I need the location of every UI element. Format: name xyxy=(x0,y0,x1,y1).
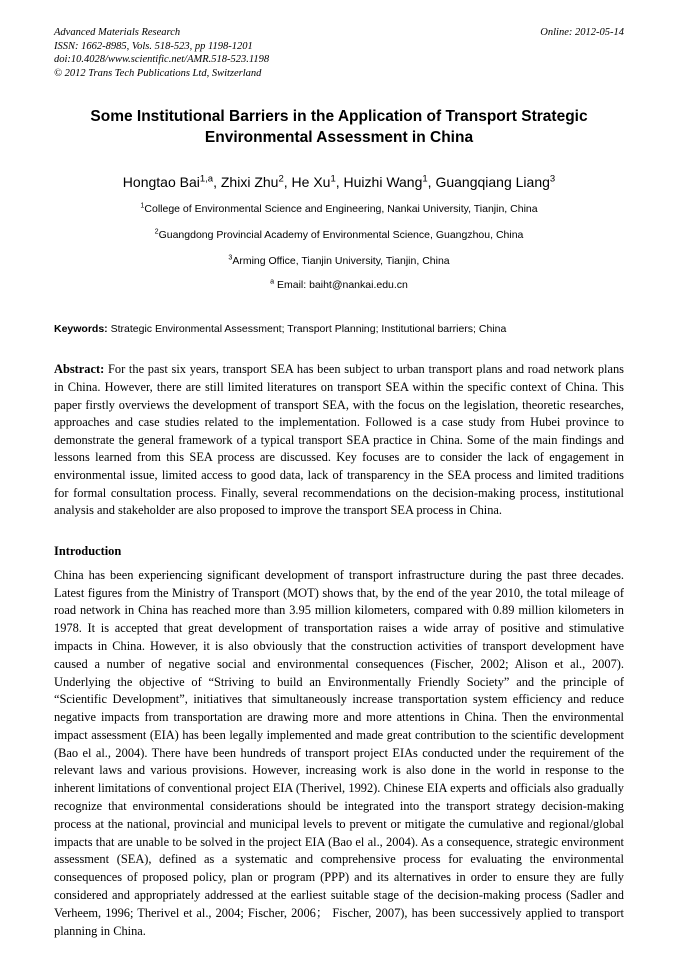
author-2: , Zhixi Zhu xyxy=(213,174,279,191)
affiliation-2 xyxy=(54,227,624,244)
author-list xyxy=(54,172,624,192)
author-2-sup: 2 xyxy=(278,173,284,185)
abstract-block xyxy=(54,361,624,519)
affiliation-1 xyxy=(54,201,624,218)
abstract-text: For the past six years, transport SEA has been subject to urban transport plans and road network plans in China. However, there are still limited literatures on transport SEA within the specific context of China. This paper firstly overviews the development of transport SEA, with the focus on the legislation, theoretic researches, approaches and case studies related to the implementation. Followed is a case study from Hubei province to demonstrate the general framework of a typical transport SEA practice in China. Some of the main findings and lessons learned from this SEA process are discussed. Key focuses are to consider the lack of engagement in environmental issue, limited access to good data, lack of transparency in the SEA process and limited traditions for formal consultation process. Finally, several recommendations on the decision-making process, institutional analysis and stakeholder are also proposed to improve the transport SEA process in China. xyxy=(54,362,624,518)
page-header xyxy=(54,26,624,80)
affiliation-1-text: College of Environmental Science and Engineering, Nankai University, Tianjin, China xyxy=(144,203,538,216)
author-4: , Huizhi Wang xyxy=(335,174,423,191)
copyright-line: © 2012 Trans Tech Publications Ltd, Switzerland xyxy=(54,67,262,79)
affiliation-2-sup: 2 xyxy=(154,227,159,236)
keywords-text: Strategic Environmental Assessment; Transport Planning; Institutional barriers; China xyxy=(110,323,507,336)
affiliation-3 xyxy=(54,253,624,270)
header-top-row xyxy=(54,26,624,40)
keywords-block xyxy=(54,322,624,337)
author-4-sup: 1 xyxy=(422,173,428,185)
author-5: , Guangqiang Liang xyxy=(427,174,550,191)
author-5-sup: 3 xyxy=(549,173,556,185)
author-3: , He Xu xyxy=(283,174,331,191)
email-text: Email: baiht@nankai.edu.cn xyxy=(276,279,408,292)
page-title: Some Institutional Barriers in the Application of Transport Strategic Environmental Assessment in China xyxy=(90,108,588,147)
affiliation-3-text: Arming Office, Tianjin University, Tianjin, China xyxy=(232,255,450,268)
introduction-heading: Introduction xyxy=(54,543,122,558)
abstract-label: Abstract: xyxy=(54,362,105,377)
introduction-paragraph: China has been experiencing significant development of transport infrastructure during the past three decades. Latest figures from the Ministry of Transport (MOT) shows that, by the end of the year 2010, the total mileage of road network in China has reached more than 3.95 million kilometers, compared with 0.89 million kilometers in 1978. It is accepted that great development of transportation raises a wide array of positive and stimulative impacts in China. However, it is also obviously that the construction activities of transport development have caused a number of negative social and environmental consequences (Fischer, 2002; Alison et al., 2007). Underlying the objective of “Striving to build an Environmentally Friendly Society” and the principle of “Scientific Development”, initiatives that simultaneously increase transportation system efficiency and reduce negative impacts from transportation are drawing more and more attentions in China. Then the environmental impact assessment (EIA) has been legally implemented and made great contribution to the scientific development (Bao el al., 2004). There have been hundreds of transport project EIAs conducted under the requirement of the relevant laws and various provisions. However, increasing work is also done in the world in response to the inherent limitations of conventional project EIA (Therivel, 1992). Chinese EIA experts and officials also gradually recognize that environmental considerations should be integrated into the transport strategy decision-making process at the national, provincial and municipal levels to prevent or mitigate the cumulative and regional/global impacts that are unable to be solved in the project EIA (Bao el al., 2004). As a consequence, strategic environment assessment (SEA), defined as a systematic and comprehensive process for evaluating the environmental consequences of proposed policy, plan or program (PPP) and its alternatives in order to ensure they are fully considered and appropriately addressed at the earliest suitable stage of the decision-making process (Sadler and Verheem, 1996; Therivel et al., 2004; Fischer, 2006； Fischer, 2007), has been successively applied to transport planning in China. xyxy=(54,567,624,938)
journal-name: Advanced Materials Research xyxy=(54,27,181,38)
online-date: Online: 2012-05-14 xyxy=(540,27,624,38)
issn-line: ISSN: 1662-8985, Vols. 518-523, pp 1198-1201 xyxy=(54,40,253,52)
doi-line: doi:10.4028/www.scientific.net/AMR.518-523.1198 xyxy=(54,54,270,66)
author-1: Hongtao Bai xyxy=(122,174,200,191)
corresponding-email xyxy=(54,277,624,294)
keywords-label: Keywords: xyxy=(54,323,108,336)
affiliation-2-text: Guangdong Provincial Academy of Environmental Science, Guangzhou, China xyxy=(158,229,524,242)
email-sup: a xyxy=(270,277,275,286)
affiliation-3-sup: 3 xyxy=(228,253,233,262)
author-3-sup: 1 xyxy=(330,173,336,185)
author-1-sup: 1,a xyxy=(199,173,214,185)
affiliation-1-sup: 1 xyxy=(140,201,145,210)
